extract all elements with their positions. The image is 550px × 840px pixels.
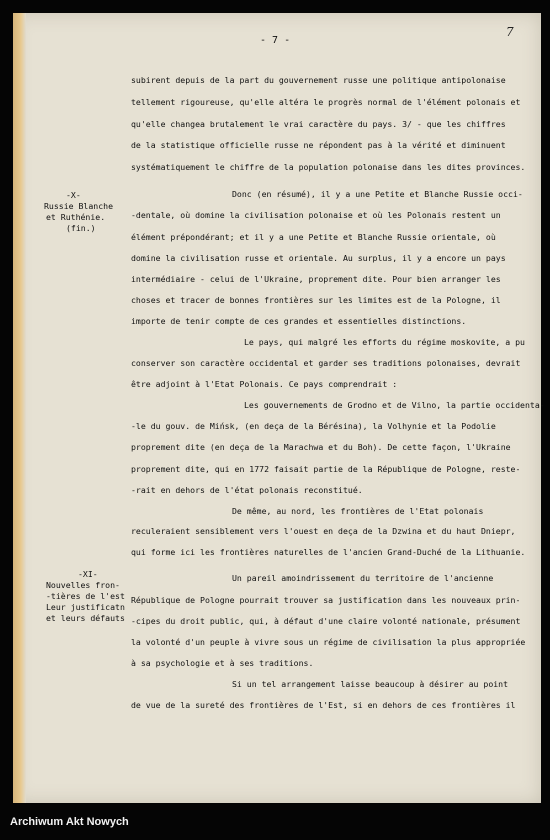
body-line: domine la civilisation russe et orientale. Au surplus, il y a encore un pays bbox=[131, 253, 506, 263]
body-line: qu'elle changea brutalement le vrai caractère du pays. 3/ - que les chiffres bbox=[131, 119, 506, 129]
body-line: -cipes du droit public, qui, à défaut d'une claire volonté nationale, présument bbox=[131, 616, 521, 626]
margin-note-line: -XI- bbox=[78, 569, 98, 579]
archive-label: Archiwum Akt Nowych bbox=[10, 816, 129, 828]
body-line: Donc (en résumé), il y a une Petite et Blanche Russie occi- bbox=[232, 189, 523, 199]
body-line: -le du gouv. de Mińsk, (en deça de la Bérésina), la Volhynie et la Podolie bbox=[131, 421, 496, 431]
body-line: être adjoint à l'Etat Polonais. Ce pays comprendrait : bbox=[131, 379, 398, 389]
body-line: Si un tel arrangement laisse beaucoup à désirer au point bbox=[232, 679, 509, 689]
body-line: reculeraient sensiblement vers l'ouest en deça de la Dzwina et du haut Dniepr, bbox=[131, 526, 516, 536]
margin-note-line: (fin.) bbox=[66, 223, 96, 233]
body-line: République de Pologne pourrait trouver sa justification dans les nouveaux prin- bbox=[131, 595, 521, 605]
body-line: systématiquement le chiffre de la population polonaise dans les dites provinces. bbox=[131, 162, 526, 172]
body-line: choses et tracer de bonnes frontières sur les limites est de la Pologne, il bbox=[131, 295, 501, 305]
margin-note-line: Russie Blanche bbox=[44, 201, 114, 211]
body-line: de vue de la sureté des frontières de l'Est, si en dehors de ces frontières il bbox=[131, 700, 516, 710]
body-line: proprement dite (en deça de la Marachwa et du Boh). De cette façon, l'Ukraine bbox=[131, 442, 511, 452]
body-line: de la statistique officielle russe ne répondent pas à la vérité et diminuent bbox=[131, 140, 506, 150]
body-line: Un pareil amoindrissement du territoire de l'ancienne bbox=[232, 573, 494, 583]
body-line: Les gouvernements de Grodno et de Vilno, la partie occidenta- bbox=[244, 400, 545, 410]
body-line: qui forme ici les frontières naturelles de l'ancien Grand-Duché de la Lithuanie. bbox=[131, 547, 526, 557]
margin-note-line: et Ruthénie. bbox=[46, 212, 106, 222]
page-number: - 7 - bbox=[260, 35, 291, 46]
body-line: intermédiaire - celui de l'Ukraine, proprement dite. Pour bien arranger les bbox=[131, 274, 501, 284]
body-line: élément prépondérant; et il y a une Petite et Blanche Russie orientale, où bbox=[131, 232, 496, 242]
body-line: importe de tenir compte de ces grandes et essentielles distinctions. bbox=[131, 316, 467, 326]
body-line: -dentale, où domine la civilisation polonaise et où les Polonais restent un bbox=[131, 210, 501, 220]
margin-note-line: -X- bbox=[66, 190, 81, 200]
body-line: à sa psychologie et à ses traditions. bbox=[131, 658, 314, 668]
paper-edge bbox=[13, 13, 26, 803]
margin-note-line: Nouvelles fron- bbox=[46, 580, 120, 590]
margin-note-line: Leur justificatn bbox=[46, 602, 125, 612]
body-line: conserver son caractère occidental et garder ses traditions polonaises, devrait bbox=[131, 358, 521, 368]
margin-note-line: -tières de l'est bbox=[46, 591, 125, 601]
body-line: Le pays, qui malgré les efforts du régime moskovite, a pu bbox=[244, 337, 525, 347]
handwritten-page-number: 7 bbox=[506, 25, 514, 39]
body-line: tellement rigoureuse, qu'elle altéra le progrès normal de l'élément polonais et bbox=[131, 97, 521, 107]
margin-note-line: et leurs défauts bbox=[46, 613, 125, 623]
body-line: De même, au nord, les frontières de l'Etat polonais bbox=[232, 506, 484, 516]
body-line: la volonté d'un peuple à vivre sous un régime de civilisation la plus appropriée bbox=[131, 637, 526, 647]
body-line: proprement dite, qui en 1772 faisait partie de la République de Pologne, reste- bbox=[131, 464, 521, 474]
body-line: -rait en dehors de l'état polonais reconstitué. bbox=[131, 485, 363, 495]
body-line: subirent depuis de la part du gouvernement russe une politique antipolonaise bbox=[131, 75, 506, 85]
